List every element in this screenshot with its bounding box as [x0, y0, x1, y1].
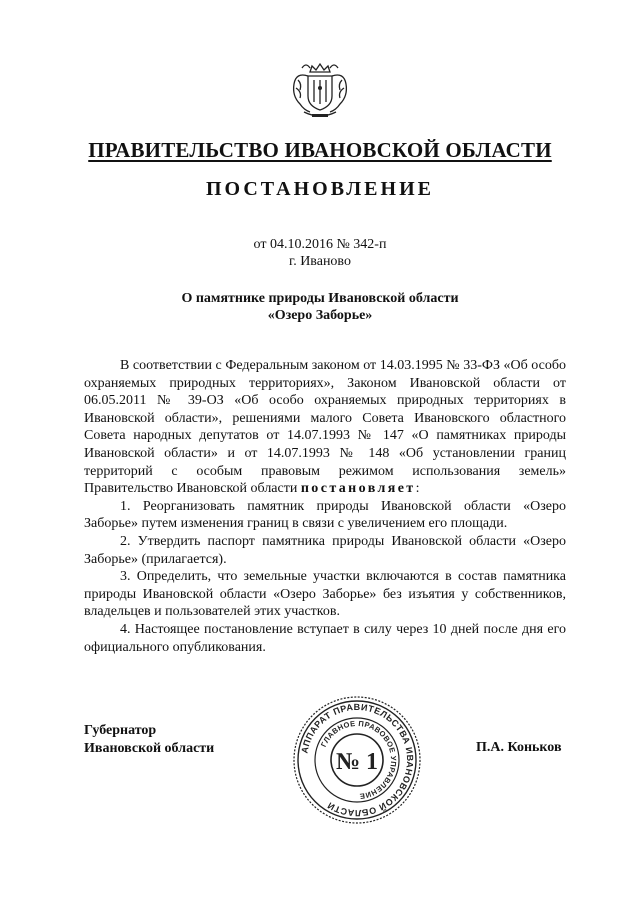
- document-body: [84, 357, 566, 656]
- document-subject: [0, 290, 640, 324]
- preamble-text: В соответствии с Федеральным законом от 14.03.1995 № 33-ФЗ «Об особо охраняемых природных территориях», Законом Ивановской области от 06.05.2011 № 39-ОЗ «Об особо охраняемых природных территориях в Ивановской области», решениями малого Совета Ивановского областного Совета народных депутатов от 14.07.1993 № 147 «О памятниках природы Ивановской области» и от 14.07.1993 № 148 «Об установлении границ территорий с особым правовым режимом использования земель» Правительство Ивановской области: [84, 358, 566, 497]
- position-line-1: Губернатор: [84, 723, 157, 738]
- seal-inner-text: ГЛАВНОЕ ПРАВОВОЕ УПРАВЛЕНИЕ: [318, 718, 399, 801]
- city: г. Иваново: [289, 254, 351, 269]
- signatory-name: П.А. Коньков: [476, 740, 562, 755]
- signatory-position: [84, 722, 214, 758]
- list-item: 4. Настоящее постановление вступает в силу через 10 дней после дня его официального опубликования.: [84, 621, 566, 655]
- document-type: ПОСТАНОВЛЕНИЕ: [206, 178, 434, 200]
- subject-line-1: О памятнике природы Ивановской области: [181, 291, 459, 306]
- document-meta: [0, 236, 640, 270]
- seal-number: № 1: [335, 749, 379, 775]
- list-item: 1. Реорганизовать памятник природы Ивановской области «Озеро Заборье» путем изменения границ в связи с увеличением его площади.: [84, 498, 566, 532]
- date-number: от 04.10.2016 № 342-п: [253, 237, 387, 252]
- decree-colon: :: [415, 481, 420, 497]
- subject-line-2: «Озеро Заборье»: [267, 308, 373, 323]
- coat-of-arms-icon: [288, 58, 352, 122]
- preamble-paragraph: [84, 357, 566, 498]
- position-line-2: Ивановской области: [84, 741, 215, 756]
- decree-word: постановляет: [300, 481, 416, 497]
- seal-outer-text: АППАРАТ ПРАВИТЕЛЬСТВА ИВАНОВСКОЙ ОБЛАСТИ: [299, 701, 416, 819]
- round-seal-icon: [291, 694, 423, 826]
- list-item: 2. Утвердить паспорт памятника природы Ивановской области «Озеро Заборье» (прилагается).: [84, 533, 566, 567]
- government-title: ПРАВИТЕЛЬСТВО ИВАНОВСКОЙ ОБЛАСТИ: [88, 138, 552, 162]
- list-item: 3. Определить, что земельные участки включаются в состав памятника природы Ивановской области «Озеро Заборье» без изъятия у собственников, владельцев и пользователей этих участков.: [84, 569, 566, 620]
